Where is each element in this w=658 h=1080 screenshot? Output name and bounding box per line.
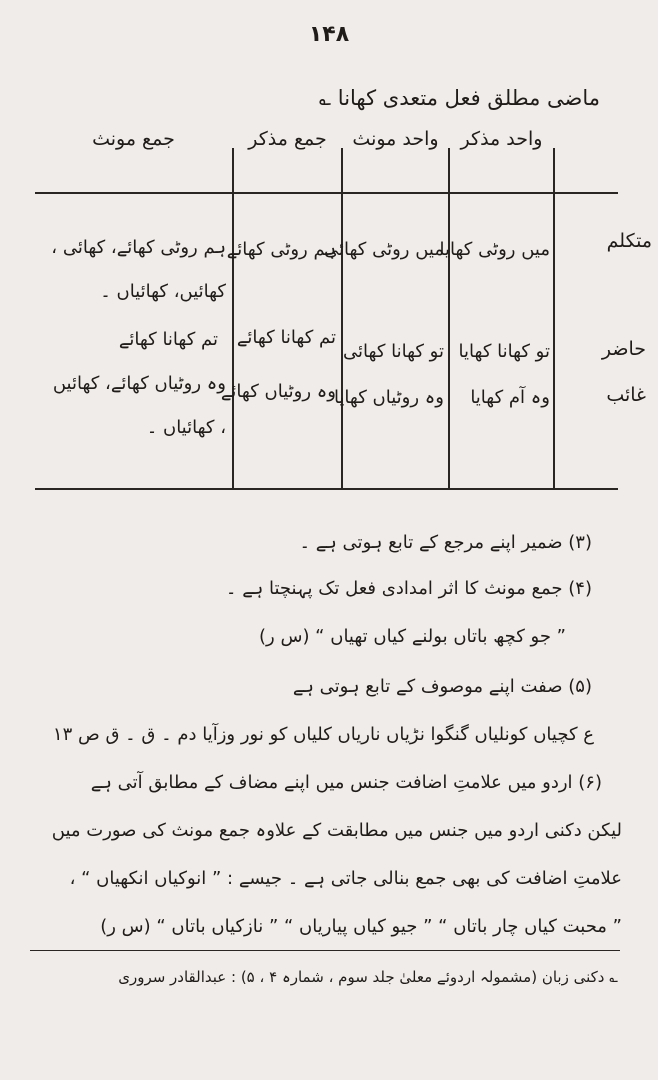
paragraph: (۵) صفت اپنے موصوف کے تابع ہوتی ہے (292, 676, 592, 697)
footnote-rule (30, 950, 620, 951)
verse-line: ع کچیاں کونلیاں گنگوا نڑیاں ناریاں کلیاں کو نور وزآیا دم ۔ ق ۔ ق ص ۱۳ (52, 724, 594, 745)
table-cell: وہ آم کھایا (470, 387, 550, 408)
table-top-rule (35, 192, 618, 194)
row-label-third-person: غائب (606, 384, 646, 406)
paragraph: (۳) ضمیر اپنے مرجع کے تابع ہوتی ہے ۔ (299, 532, 592, 553)
paragraph: لیکن دکنی اردو میں جنس میں مطابقت کے علاوہ جمع مونث کی صورت میں (51, 820, 622, 841)
table-cell: تم کھانا کھائے (118, 329, 218, 350)
table-cell: ہم روٹی کھائے (226, 239, 336, 260)
table-cell: تم کھانا کھائے (236, 327, 336, 348)
page-number: ۱۴۸ (308, 22, 350, 47)
column-header-plural-masculine: جمع مذکر (248, 128, 327, 150)
column-header-plural-feminine: جمع مونث (92, 128, 175, 150)
table-cell: تو کھانا کھایا (458, 341, 550, 362)
column-divider (232, 148, 234, 490)
table-bottom-rule (35, 488, 618, 490)
row-label-second-person: حاضر (601, 338, 646, 360)
table-cell: وہ روٹیاں کھائے، کھائیں ، کھائیاں ۔ (52, 373, 226, 438)
table-cell: میں روٹی کھایا (439, 239, 550, 260)
column-divider (448, 148, 450, 490)
table-cell: وہ روٹیاں کھائے (220, 381, 336, 402)
table-cell: وہ روٹیاں کھایا (333, 387, 444, 408)
column-header-singular-feminine: واحد مونث (352, 128, 439, 150)
column-divider (341, 148, 343, 490)
paragraph: (۶) اردو میں علامتِ اضافت جنس میں اپنے مضاف کے مطابق آتی ہے (90, 772, 602, 793)
column-header-singular-masculine: واحد مذکر (460, 128, 543, 150)
paragraph: علامتِ اضافت کی بھی جمع بنالی جاتی ہے ۔ جیسے : ” انوکیاں انکھیاں “ ، (69, 868, 622, 889)
table-cell: ہم روٹی کھائے، کھائی ، کھائیں، کھائیاں ۔ (51, 237, 226, 302)
column-divider (553, 148, 555, 490)
table-cell: تو کھانا کھائی (343, 341, 444, 362)
paragraph: (۴) جمع مونث کا اثر امدادی فعل تک پہنچتا ہے ۔ (225, 578, 592, 599)
paragraph: ” محبت کیاں چار باتاں “ ” جیو کیاں پیاریاں “ ” نازکیاں باتاں “ (س ر) (100, 916, 622, 937)
table-heading: ماضی مطلق فعل متعدی کھانا ؎ (318, 86, 600, 110)
row-label-first-person: متکلم (606, 230, 652, 252)
table-cell: میں روٹی کھائی (324, 239, 444, 260)
quotation: ” جو کچھ باتاں بولنے کیاں تھیاں “ (س ر) (259, 626, 566, 647)
footnote: ؎ دکنی زبان (مشمولہ اردوئے معلیٰ جلد سوم ، شمارہ ۴ ، ۵) : عبدالقادر سروری (118, 968, 618, 986)
